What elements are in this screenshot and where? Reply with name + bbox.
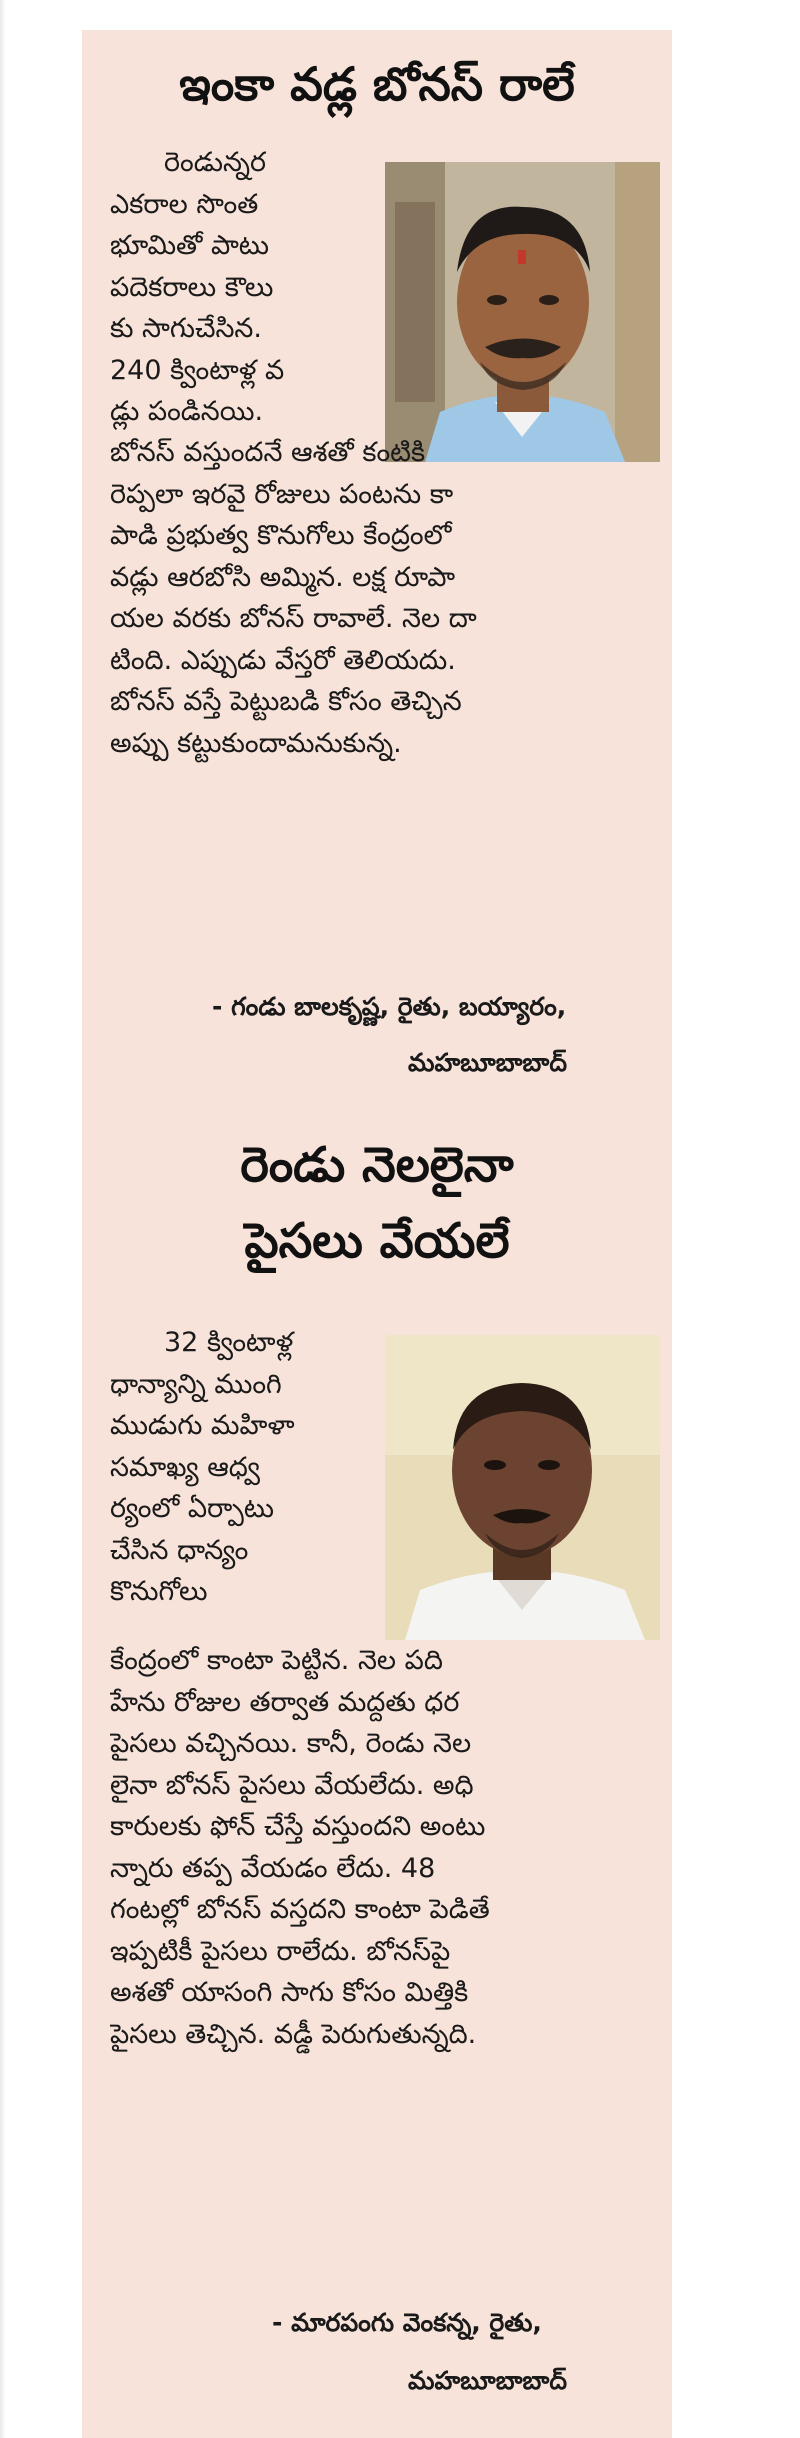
text-line: చేసిన ధాన్యం: [110, 1534, 249, 1566]
article2-body-text: [110, 1640, 644, 2055]
article2-signature-name: - మారపంగు వెంకన్న, రైతు,: [272, 2308, 542, 2337]
text-line: అప్పు కట్టుకుందామనుకున్న.: [110, 727, 402, 759]
text-line: వడ్లు ఆరబోసి అమ్మిన. లక్ష రూపా: [110, 561, 456, 593]
text-line: లైనా బోనస్ పైసలు వేయలేదు. అధి: [110, 1769, 474, 1801]
text-line: పదెకరాలు కౌలు: [110, 271, 274, 303]
text-line: సమాఖ్య ఆధ్వ: [110, 1451, 261, 1483]
text-line: పైసలు వచ్చినయి. కానీ, రెండు నెల: [110, 1728, 472, 1759]
portrait-image: [385, 1335, 660, 1640]
text-line: కేంద్రంలో కాంటా పెట్టిన. నెల పది: [110, 1645, 443, 1676]
text-line: యల వరకు బోనస్ రావాలే. నెల దా: [110, 603, 477, 634]
page-shadow-edge: [0, 0, 6, 2438]
text-line: అశతో యాసంగి సాగు కోసం మిత్తికి: [110, 1977, 469, 2008]
text-line: భూమితో పాటు: [110, 230, 269, 261]
article-panel: [82, 30, 672, 2438]
text-line: న్నారు తప్ప వేయడం లేదు. 48: [110, 1852, 436, 1884]
text-line: 240 క్వింటాళ్ల వ: [110, 354, 285, 386]
article2-title-line1: రెండు నెలలైనా: [240, 1137, 514, 1193]
text-line: హేను రోజుల తర్వాత మద్దతు ధర: [110, 1686, 460, 1718]
text-line: పైసలు తెచ్చిన. వడ్డీ పెరుగుతున్నది.: [110, 2018, 477, 2050]
article2-signature-place: మహబూబాబాద్: [408, 2366, 567, 2395]
text-line: 32 క్వింటాళ్ల: [164, 1327, 294, 1358]
article1-signature-name: - గండు బాలకృష్ణ, రైతు, బయ్యారం,: [212, 992, 567, 1021]
farmer-photo-balakrishna: [385, 162, 660, 462]
article1-signature-place: మహబూబాబాద్: [408, 1048, 567, 1077]
text-line: కారులకు ఫోన్ చేస్తే వస్తుందని అంటు: [110, 1811, 486, 1842]
text-line: డ్లు పండినయి.: [110, 396, 264, 427]
text-line: ధాన్యాన్ని ముంగి: [110, 1368, 282, 1400]
text-line: టింది. ఎప్పుడు వేస్తరో తెలియదు.: [110, 644, 456, 676]
text-line: ఎకరాల సొంత: [110, 188, 259, 220]
article1-title: ఇంకా వడ్ల బోనస్ రాలే: [179, 57, 575, 111]
text-line: పాడి ప్రభుత్వ కొనుగోలు కేంద్రంలో: [110, 520, 452, 551]
portrait-image: [385, 162, 660, 462]
text-line: బోనస్ వస్తుందనే ఆశతో కంటికి: [110, 437, 426, 468]
article2-title-line2: పైసలు వేయలే: [244, 1213, 510, 1269]
text-line: ముడుగు మహిళా: [110, 1410, 295, 1441]
text-line: రెప్పలా ఇరవై రోజులు పంటను కా: [110, 478, 454, 510]
farmer-photo-venkanna: [385, 1335, 660, 1640]
text-line: కొనుగోలు: [110, 1576, 208, 1607]
text-line: గంటల్లో బోనస్ వస్తదని కాంటా పెడితే: [110, 1894, 490, 1925]
article1-body-text: [110, 432, 644, 764]
text-line: ఇప్పటికీ పైసలు రాలేదు. బోనస్‌పై: [110, 1935, 451, 1967]
text-line: బోనస్ వస్తే పెట్టుబడి కోసం తెచ్చిన: [110, 686, 462, 717]
text-line: రెండున్నర: [164, 147, 267, 178]
text-line: ర్యంలో ఏర్పాటు: [110, 1493, 275, 1524]
text-line: కు సాగుచేసిన.: [110, 313, 262, 344]
